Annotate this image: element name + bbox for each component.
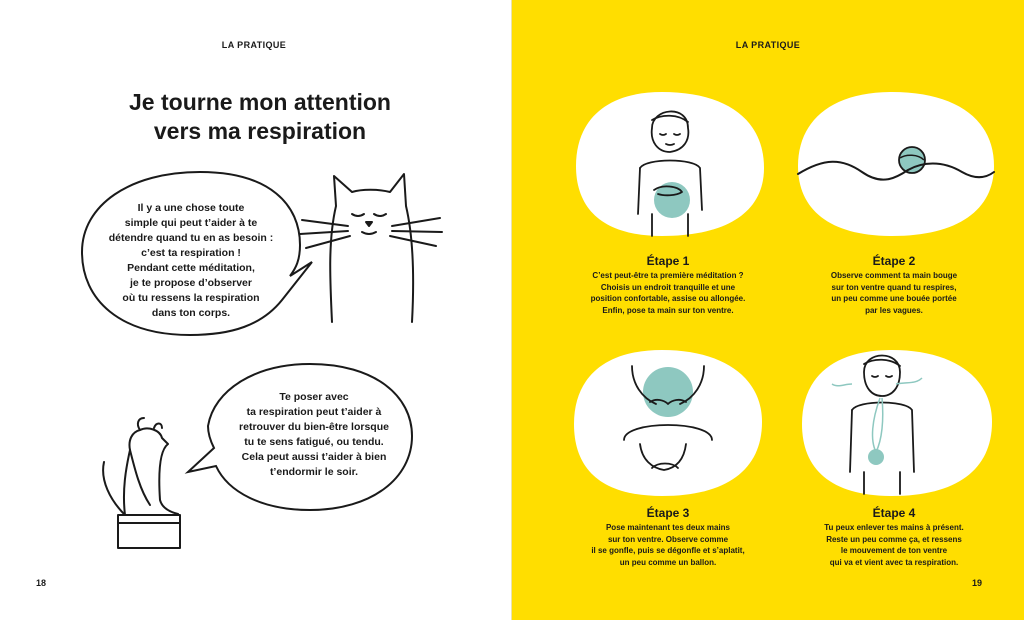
bubble-line: c’est ta respiration ! bbox=[141, 247, 241, 259]
step-line: Reste un peu comme ça, et ressens bbox=[826, 534, 962, 544]
step1-illustration bbox=[576, 92, 764, 236]
step3-illustration bbox=[574, 350, 762, 496]
bubble-line: Il y a une chose toute bbox=[137, 202, 245, 214]
section-label: LA PRATIQUE bbox=[221, 40, 287, 50]
step-line: position confortable, assise ou allongée. bbox=[590, 294, 746, 303]
bubble-line: où tu ressens la respiration bbox=[122, 292, 260, 304]
bubble-line: je te propose d’observer bbox=[130, 277, 252, 289]
bubble-line: retrouver du bien-être lorsque bbox=[239, 421, 389, 433]
step-line: Observe comment ta main bouge bbox=[830, 271, 958, 280]
bubble-line: tu te sens fatigué, ou tendu. bbox=[244, 436, 384, 448]
bubble-line: Te poser avec bbox=[279, 391, 349, 403]
step4-title: Étape 4 bbox=[872, 506, 916, 520]
step2-text bbox=[784, 270, 1004, 316]
step-line: un peu comme un ballon. bbox=[619, 557, 717, 567]
bubble-line: Cela peut aussi t’aider à bien bbox=[241, 451, 387, 463]
cat-bubble-text bbox=[96, 201, 286, 321]
step-line: C’est peut-être ta première méditation ? bbox=[592, 271, 744, 280]
step2-title: Étape 2 bbox=[872, 254, 916, 268]
title-line: Je tourne mon attention bbox=[129, 89, 391, 115]
bubble-line: dans ton corps. bbox=[151, 307, 231, 319]
step-line: le mouvement de ton ventre bbox=[840, 546, 948, 555]
section-label: LA PRATIQUE bbox=[735, 40, 801, 50]
step4-text bbox=[784, 522, 1004, 568]
step-line: un peu comme une bouée portée bbox=[831, 294, 957, 303]
step1-title: Étape 1 bbox=[646, 254, 690, 268]
step4-illustration bbox=[802, 350, 992, 496]
title-line: vers ma respiration bbox=[153, 118, 367, 144]
page-number: 18 bbox=[36, 578, 47, 588]
step-line: qui va et vient avec ta respiration. bbox=[829, 557, 959, 567]
step-line: Enfin, pose ta main sur ton ventre. bbox=[602, 305, 734, 315]
bubble-line: Pendant cette méditation, bbox=[127, 262, 255, 274]
step-line: Tu peux enlever tes mains à présent. bbox=[824, 523, 964, 532]
bubble-line: ta respiration peut t’aider à bbox=[246, 406, 382, 418]
bubble-line: simple qui peut t’aider à te bbox=[124, 217, 258, 229]
bubble-line: détendre quand tu en as besoin : bbox=[108, 232, 274, 244]
step-line: il se gonfle, puis se dégonfle et s’aplatit, bbox=[591, 546, 745, 555]
page-number: 19 bbox=[972, 578, 983, 588]
step3-title: Étape 3 bbox=[646, 506, 690, 520]
mouse-bubble-text bbox=[226, 390, 402, 480]
mouse-illustration bbox=[103, 418, 180, 548]
step3-text bbox=[558, 522, 778, 568]
step-line: Choisis un endroit tranquille et une bbox=[600, 282, 736, 292]
step-line: sur ton ventre quand tu respires, bbox=[831, 282, 957, 292]
right-page bbox=[512, 0, 1024, 620]
step-line: Pose maintenant tes deux mains bbox=[605, 523, 731, 532]
step-line: sur ton ventre. Observe comme bbox=[607, 534, 729, 544]
cat-illustration bbox=[300, 174, 442, 322]
bubble-line: t’endormir le soir. bbox=[269, 466, 359, 478]
step-line: par les vagues. bbox=[865, 305, 923, 315]
step2-illustration bbox=[798, 92, 994, 236]
step1-text bbox=[558, 270, 778, 316]
